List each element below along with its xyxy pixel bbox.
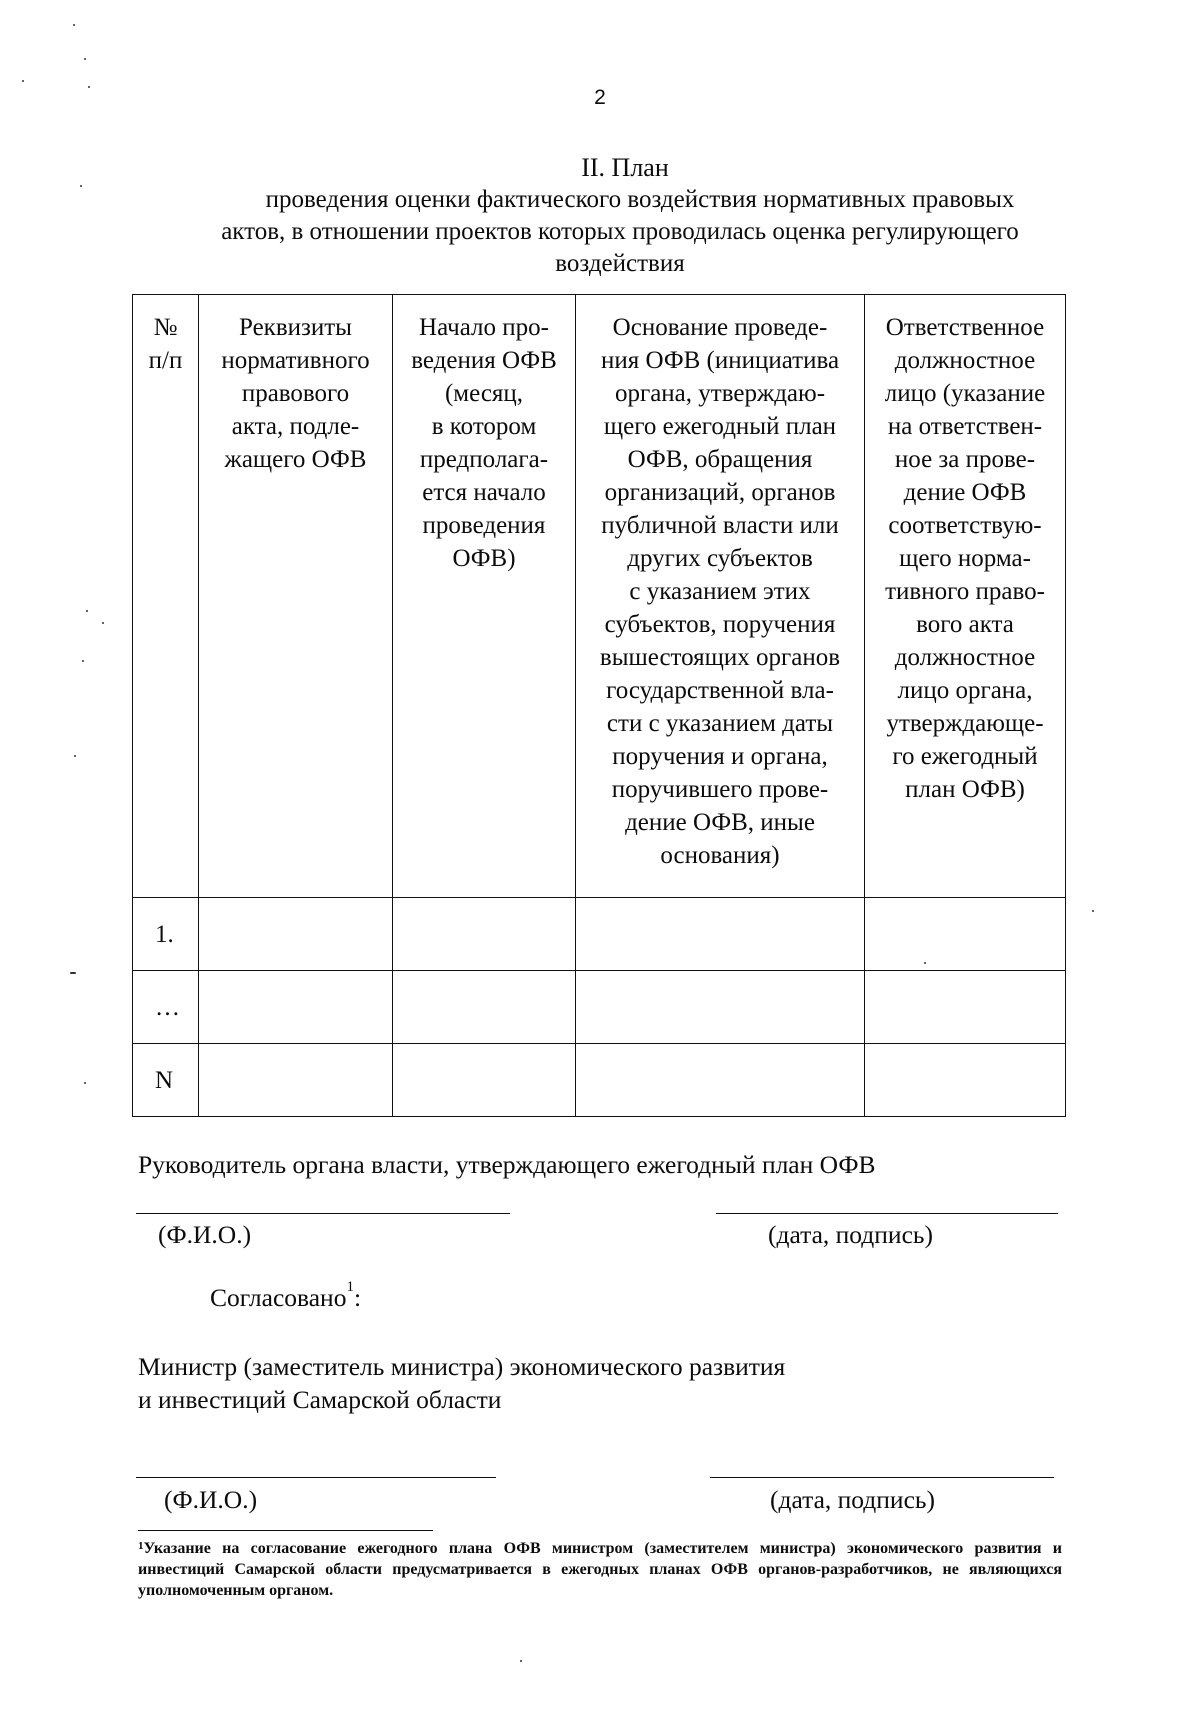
minister-title-line-2: и инвестиций Самарской области xyxy=(138,1385,502,1414)
table-header-row xyxy=(133,295,1066,898)
plan-table xyxy=(132,294,1066,1117)
empty-cell[interactable] xyxy=(393,971,576,1044)
date-signature-caption: (дата, подпись) xyxy=(770,1485,936,1514)
header-cell-grounds: Основание проведе- ния ОФВ (инициатива органа, утверждаю- щего ежегодный план ОФВ, обращения организаций, органов публичной власти или других субъектов с указанием этих субъектов, поручения вышестоящих органов государственной вла- сти с указанием даты поручения и органа, поручившего прове- дение ОФВ, иные основания) xyxy=(576,295,865,898)
page-number: 2 xyxy=(594,86,606,109)
footnote-text: Указание на согласование ежегодного плана ОФВ министром (заместителем министра) экономического развития и инвестиций Самарской области предусматривается в ежегодных планах ОФВ органов-разработчиков, не являющихся уполномоченным органом. xyxy=(138,1540,1062,1599)
header-cell-responsible: Ответственное должностное лицо (указание на ответствен- ное за прове- дение ОФВ соответствую- щего норма- тивного право- вого акта должностное лицо органа, утверждающе- го ежегодный план ОФВ) xyxy=(865,295,1066,898)
empty-cell[interactable] xyxy=(393,898,576,971)
table-row xyxy=(133,898,1066,971)
title-line-2: актов, в отношении проектов которых проводилась оценка регулирующего xyxy=(221,218,1019,245)
minister-title xyxy=(138,1350,785,1416)
agreed-label: Согласовано$^1$: xyxy=(210,1279,362,1312)
fio-signature-line xyxy=(136,1213,510,1214)
title-line-1: проведения оценки фактического воздействия нормативных правовых xyxy=(265,186,1015,213)
empty-cell[interactable] xyxy=(199,898,393,971)
scan-speck xyxy=(102,622,104,624)
empty-cell[interactable] xyxy=(199,1044,393,1117)
scan-speck xyxy=(88,86,90,88)
scan-speck xyxy=(70,972,76,974)
footnote-separator xyxy=(138,1530,433,1531)
scan-speck xyxy=(74,755,76,757)
row-number-cell: N xyxy=(133,1044,199,1117)
empty-cell[interactable] xyxy=(199,971,393,1044)
empty-cell[interactable] xyxy=(393,1044,576,1117)
header-cell-number: № п/п xyxy=(133,295,199,898)
empty-cell[interactable] xyxy=(576,1044,865,1117)
footnote xyxy=(138,1538,1062,1601)
footnote-marker: 1 xyxy=(138,1540,144,1552)
section-title xyxy=(160,152,1080,280)
scan-speck xyxy=(80,185,82,187)
row-number-cell: 1. xyxy=(133,898,199,971)
empty-cell[interactable] xyxy=(865,971,1066,1044)
date-signature-line xyxy=(716,1213,1058,1214)
scan-speck xyxy=(84,58,86,60)
header-cell-start-date: Начало про- ведения ОФВ (месяц, в котором предполага- ется начало проведения ОФВ) xyxy=(393,295,576,898)
table-row xyxy=(133,971,1066,1044)
fio-caption: (Ф.И.О.) xyxy=(158,1220,252,1249)
scan-speck xyxy=(924,962,926,964)
fio-caption: (Ф.И.О.) xyxy=(164,1485,258,1514)
table-row xyxy=(133,1044,1066,1117)
scan-speck xyxy=(520,1660,522,1662)
signer-heading: Руководитель органа власти, утверждающего ежегодный план ОФВ xyxy=(138,1150,876,1179)
date-signature-caption: (дата, подпись) xyxy=(768,1220,934,1249)
footnote-reference: 1 xyxy=(346,1279,354,1295)
minister-title-line-1: Министр (заместитель министра) экономического развития xyxy=(138,1352,786,1381)
empty-cell[interactable] xyxy=(576,898,865,971)
section-heading: II. План xyxy=(581,153,669,182)
scan-speck xyxy=(84,1082,86,1084)
scan-speck xyxy=(22,80,24,82)
scan-speck xyxy=(86,610,88,612)
scan-speck xyxy=(73,24,75,26)
row-number-cell: … xyxy=(133,971,199,1044)
fio-signature-line xyxy=(136,1477,496,1478)
date-signature-line xyxy=(710,1477,1054,1478)
empty-cell[interactable] xyxy=(576,971,865,1044)
empty-cell[interactable] xyxy=(865,898,1066,971)
empty-cell[interactable] xyxy=(865,1044,1066,1117)
scan-speck xyxy=(1092,910,1094,912)
scan-speck xyxy=(82,660,84,662)
title-line-3: воздействия xyxy=(555,250,685,277)
header-cell-act-details: Реквизиты нормативного правового акта, подле- жащего ОФВ xyxy=(199,295,393,898)
